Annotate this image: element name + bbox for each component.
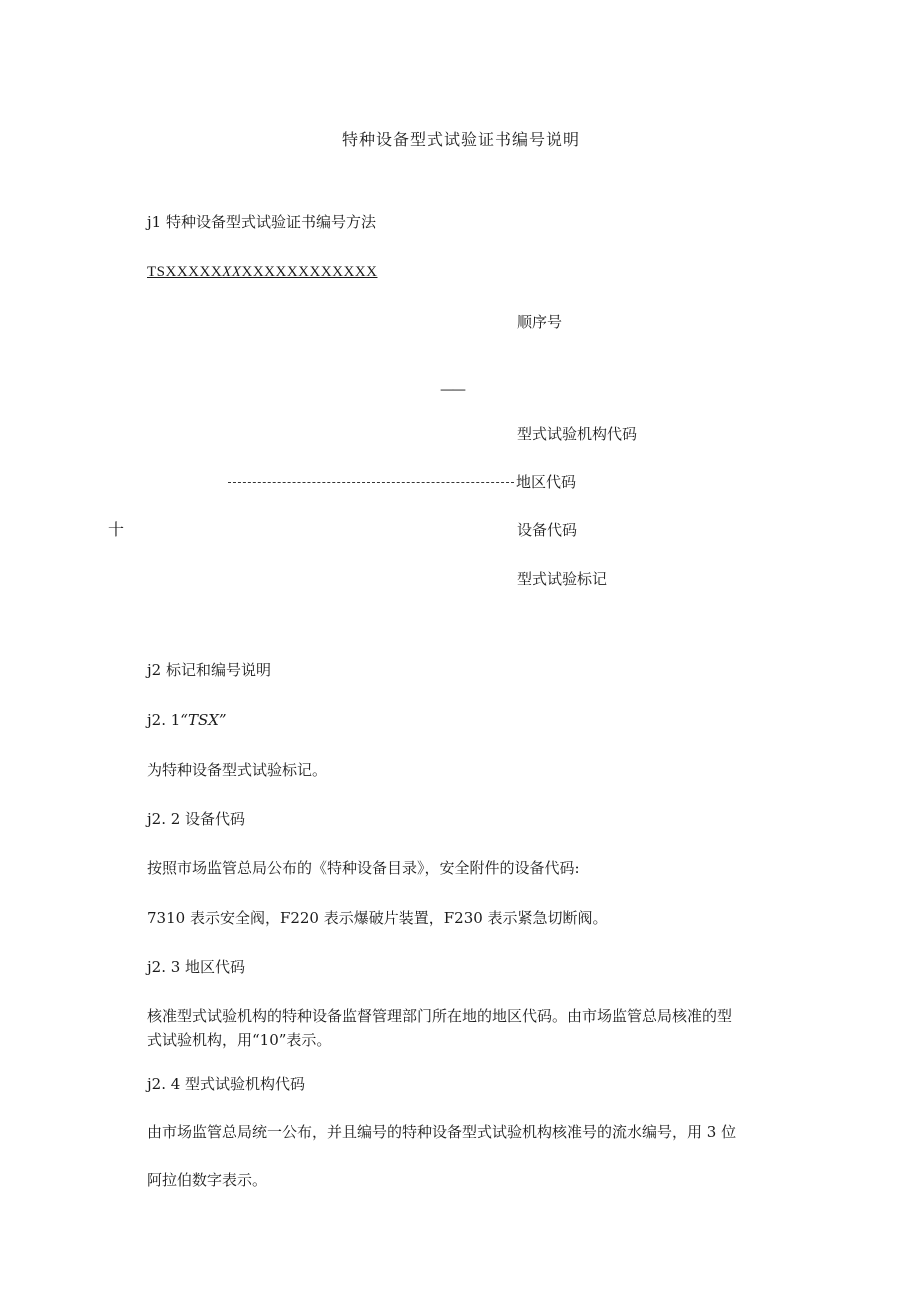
label-sequence-number: 顺序号 (517, 313, 563, 331)
section-2-1-number: j2. 1 (147, 711, 181, 729)
section-2-3-body-line-1: 核准型式试验机构的特种设备监督管理部门所在地的地区代码。由市场监管总局核准的型 (147, 1007, 733, 1025)
section-2-1-mark: “TSX” (180, 711, 227, 729)
code-part-region: XX (222, 264, 242, 280)
label-institution-code: 型式试验机构代码 (517, 425, 638, 443)
section-2-2-heading: j2. 2 设备代码 (147, 810, 246, 828)
section-2-1-body: 为特种设备型式试验标记。 (147, 761, 328, 779)
code-part-tsx: TSXXXXX (147, 264, 223, 280)
section-1-heading: j1 特种设备型式试验证书编号方法 (147, 213, 376, 231)
section-2-heading: j2 标记和编号说明 (147, 661, 271, 679)
label-region-code: 地区代码 (516, 473, 577, 491)
dashed-leader-line (228, 482, 514, 483)
label-test-mark: 型式试验标记 (517, 570, 608, 588)
document-title: 特种设备型式试验证书编号说明 (342, 130, 581, 149)
section-2-3-body-line-2: 式试验机构，用“10”表示。 (147, 1031, 332, 1049)
section-2-2-line-2: 7310 表示安全阀，F220 表示爆破片装置，F230 表示紧急切断阀。 (147, 909, 608, 927)
section-2-4-body-line-2: 阿拉伯数字表示。 (147, 1171, 268, 1189)
section-2-4-body-line-1: 由市场监管总局统一公布，并且编号的特种设备型式试验机构核准号的流水编号，用 3 位 (147, 1123, 737, 1141)
short-dash: —— (440, 382, 464, 398)
label-equipment-code: 设备代码 (517, 521, 578, 539)
section-2-3-heading: j2. 3 地区代码 (147, 958, 246, 976)
certificate-code-pattern (147, 262, 378, 282)
code-part-rest: XXXXXXXXXXXX (241, 264, 378, 280)
section-2-4-heading: j2. 4 型式试验机构代码 (147, 1075, 306, 1093)
section-2-2-line-1: 按照市场监管总局公布的《特种设备目录》，安全附件的设备代码: (147, 859, 580, 877)
plus-sign: 十 (108, 520, 125, 539)
section-2-1-heading (147, 710, 227, 730)
